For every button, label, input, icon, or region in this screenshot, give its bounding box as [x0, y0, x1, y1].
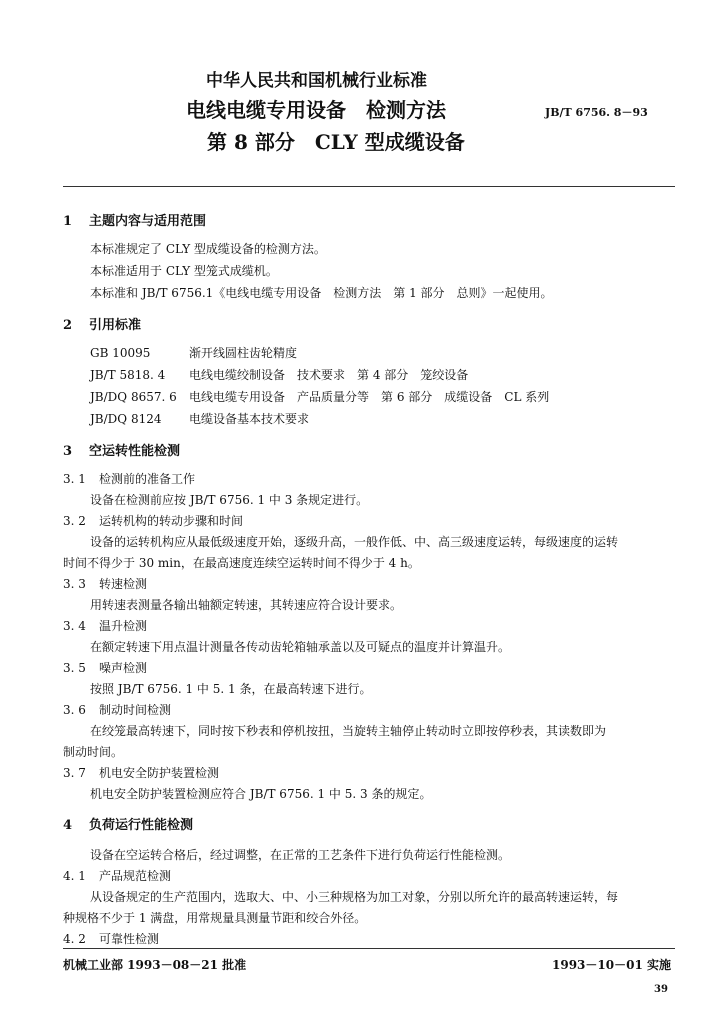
subsection-heading — [63, 930, 159, 947]
paragraph-continuation: 制动时间。 — [63, 745, 124, 759]
section-number: 3 — [63, 444, 73, 459]
paragraph: 用转速表测量各输出轴额定转速，其转速应符合设计要求。 — [90, 598, 403, 612]
subsection-heading — [63, 617, 147, 634]
subsection-number: 4. 1 — [63, 869, 86, 883]
reference-title: 渐开线圆柱齿轮精度 — [189, 346, 298, 360]
subsection-heading — [63, 470, 195, 487]
subsection-number: 3. 2 — [63, 514, 86, 528]
subsection-number: 3. 3 — [63, 577, 86, 591]
paragraph: 在额定转速下用点温计测量各传动齿轮箱轴承盖以及可疑点的温度并计算温升。 — [90, 640, 511, 654]
subsection-number: 3. 5 — [63, 661, 86, 675]
subsection-number: 3. 6 — [63, 703, 86, 717]
section-title: 负荷运行性能检测 — [89, 818, 194, 833]
subsection-title: 运转机构的转动步骤和时间 — [99, 514, 244, 528]
page-number: 39 — [654, 984, 668, 995]
section-title: 空运转性能检测 — [89, 444, 181, 459]
section-number: 1 — [63, 214, 73, 229]
subsection-title: 可靠性检测 — [99, 932, 160, 946]
subsection-title: 转速检测 — [99, 577, 148, 591]
subsection-title: 温升检测 — [99, 619, 148, 633]
section-heading — [63, 314, 141, 333]
reference-code: GB 10095 — [90, 346, 151, 360]
section-heading — [63, 210, 206, 229]
section-title: 引用标准 — [89, 318, 142, 333]
reference-code: JB/DQ 8657. 6 — [90, 390, 177, 404]
paragraph-continuation: 种规格不少于 1 满盘，用常规量具测量节距和绞合外径。 — [63, 911, 367, 925]
reference-row — [90, 388, 549, 405]
paragraph: 本标准适用于 CLY 型笼式成缆机。 — [90, 264, 278, 278]
section-number: 2 — [63, 318, 73, 333]
subsection-title: 噪声检测 — [99, 661, 148, 675]
reference-title: 电线电缆绞制设备 技术要求 第 4 部分 笼绞设备 — [189, 368, 469, 382]
reference-title: 电缆设备基本技术要求 — [189, 412, 310, 426]
subsection-title: 机电安全防护装置检测 — [99, 766, 220, 780]
subsection-number: 3. 4 — [63, 619, 86, 633]
paragraph-continuation: 时间不得少于 30 min，在最高速度连续空运转时间不得少于 4 h。 — [63, 556, 420, 570]
footer-divider — [63, 948, 675, 949]
paragraph: 按照 JB/T 6756. 1 中 5. 1 条，在最高转速下进行。 — [90, 682, 372, 696]
paragraph: 设备在空运转合格后，经过调整，在正常的工艺条件下进行负荷运行性能检测。 — [90, 848, 511, 862]
approval-date: 机械工业部 1993－08－21 批准 — [63, 958, 247, 972]
reference-title: 电线电缆专用设备 产品质量分等 第 6 部分 成缆设备 CL 系列 — [189, 390, 550, 404]
reference-code: JB/T 5818. 4 — [90, 368, 166, 382]
reference-code: JB/DQ 8124 — [90, 412, 162, 426]
subsection-heading — [63, 764, 219, 781]
subsection-number: 3. 1 — [63, 472, 86, 486]
reference-row — [90, 410, 309, 427]
subsection-title: 产品规范检测 — [99, 869, 172, 883]
paragraph: 本标准和 JB/T 6756.1《电线电缆专用设备 检测方法 第 1 部分 总则》一起使用。 — [90, 286, 553, 300]
subsection-heading — [63, 512, 243, 529]
subsection-number: 4. 2 — [63, 932, 86, 946]
section-title: 主题内容与适用范围 — [89, 214, 207, 229]
subsection-number: 3. 7 — [63, 766, 86, 780]
header-divider — [63, 186, 675, 187]
subsection-heading — [63, 575, 147, 592]
subsection-heading — [63, 867, 171, 884]
subsection-heading — [63, 701, 171, 718]
reference-row — [90, 344, 297, 361]
subsection-title: 检测前的准备工作 — [99, 472, 196, 486]
paragraph: 机电安全防护装置检测应符合 JB/T 6756. 1 中 5. 3 条的规定。 — [90, 787, 432, 801]
paragraph: 在绞笼最高转速下，同时按下秒表和停机按扭，当旋转主轴停止转动时立即按停秒表，其读数即为 — [90, 724, 607, 738]
standard-code: JB/T 6756. 8－93 — [545, 106, 648, 119]
subsection-title: 制动时间检测 — [99, 703, 172, 717]
implementation-date: 1993－10－01 实施 — [552, 958, 671, 972]
standard-category: 中华人民共和国机械行业标准 — [206, 71, 427, 91]
section-heading — [63, 440, 180, 459]
document-subtitle: 第 8 部分 CLY 型成缆设备 — [207, 130, 465, 154]
paragraph: 设备在检测前应按 JB/T 6756. 1 中 3 条规定进行。 — [90, 493, 369, 507]
section-number: 4 — [63, 818, 73, 833]
subsection-heading — [63, 659, 147, 676]
paragraph: 本标准规定了 CLY 型成缆设备的检测方法。 — [90, 242, 326, 256]
paragraph: 设备的运转机构应从最低级速度开始，逐级升高，一般作低、中、高三级速度运转，每级速度的运转 — [90, 535, 619, 549]
section-heading — [63, 814, 193, 833]
paragraph: 从设备规定的生产范围内，选取大、中、小三种规格为加工对象，分别以所允许的最高转速运转，每 — [90, 890, 619, 904]
reference-row — [90, 366, 468, 383]
document-title: 电线电缆专用设备 检测方法 — [186, 98, 446, 122]
